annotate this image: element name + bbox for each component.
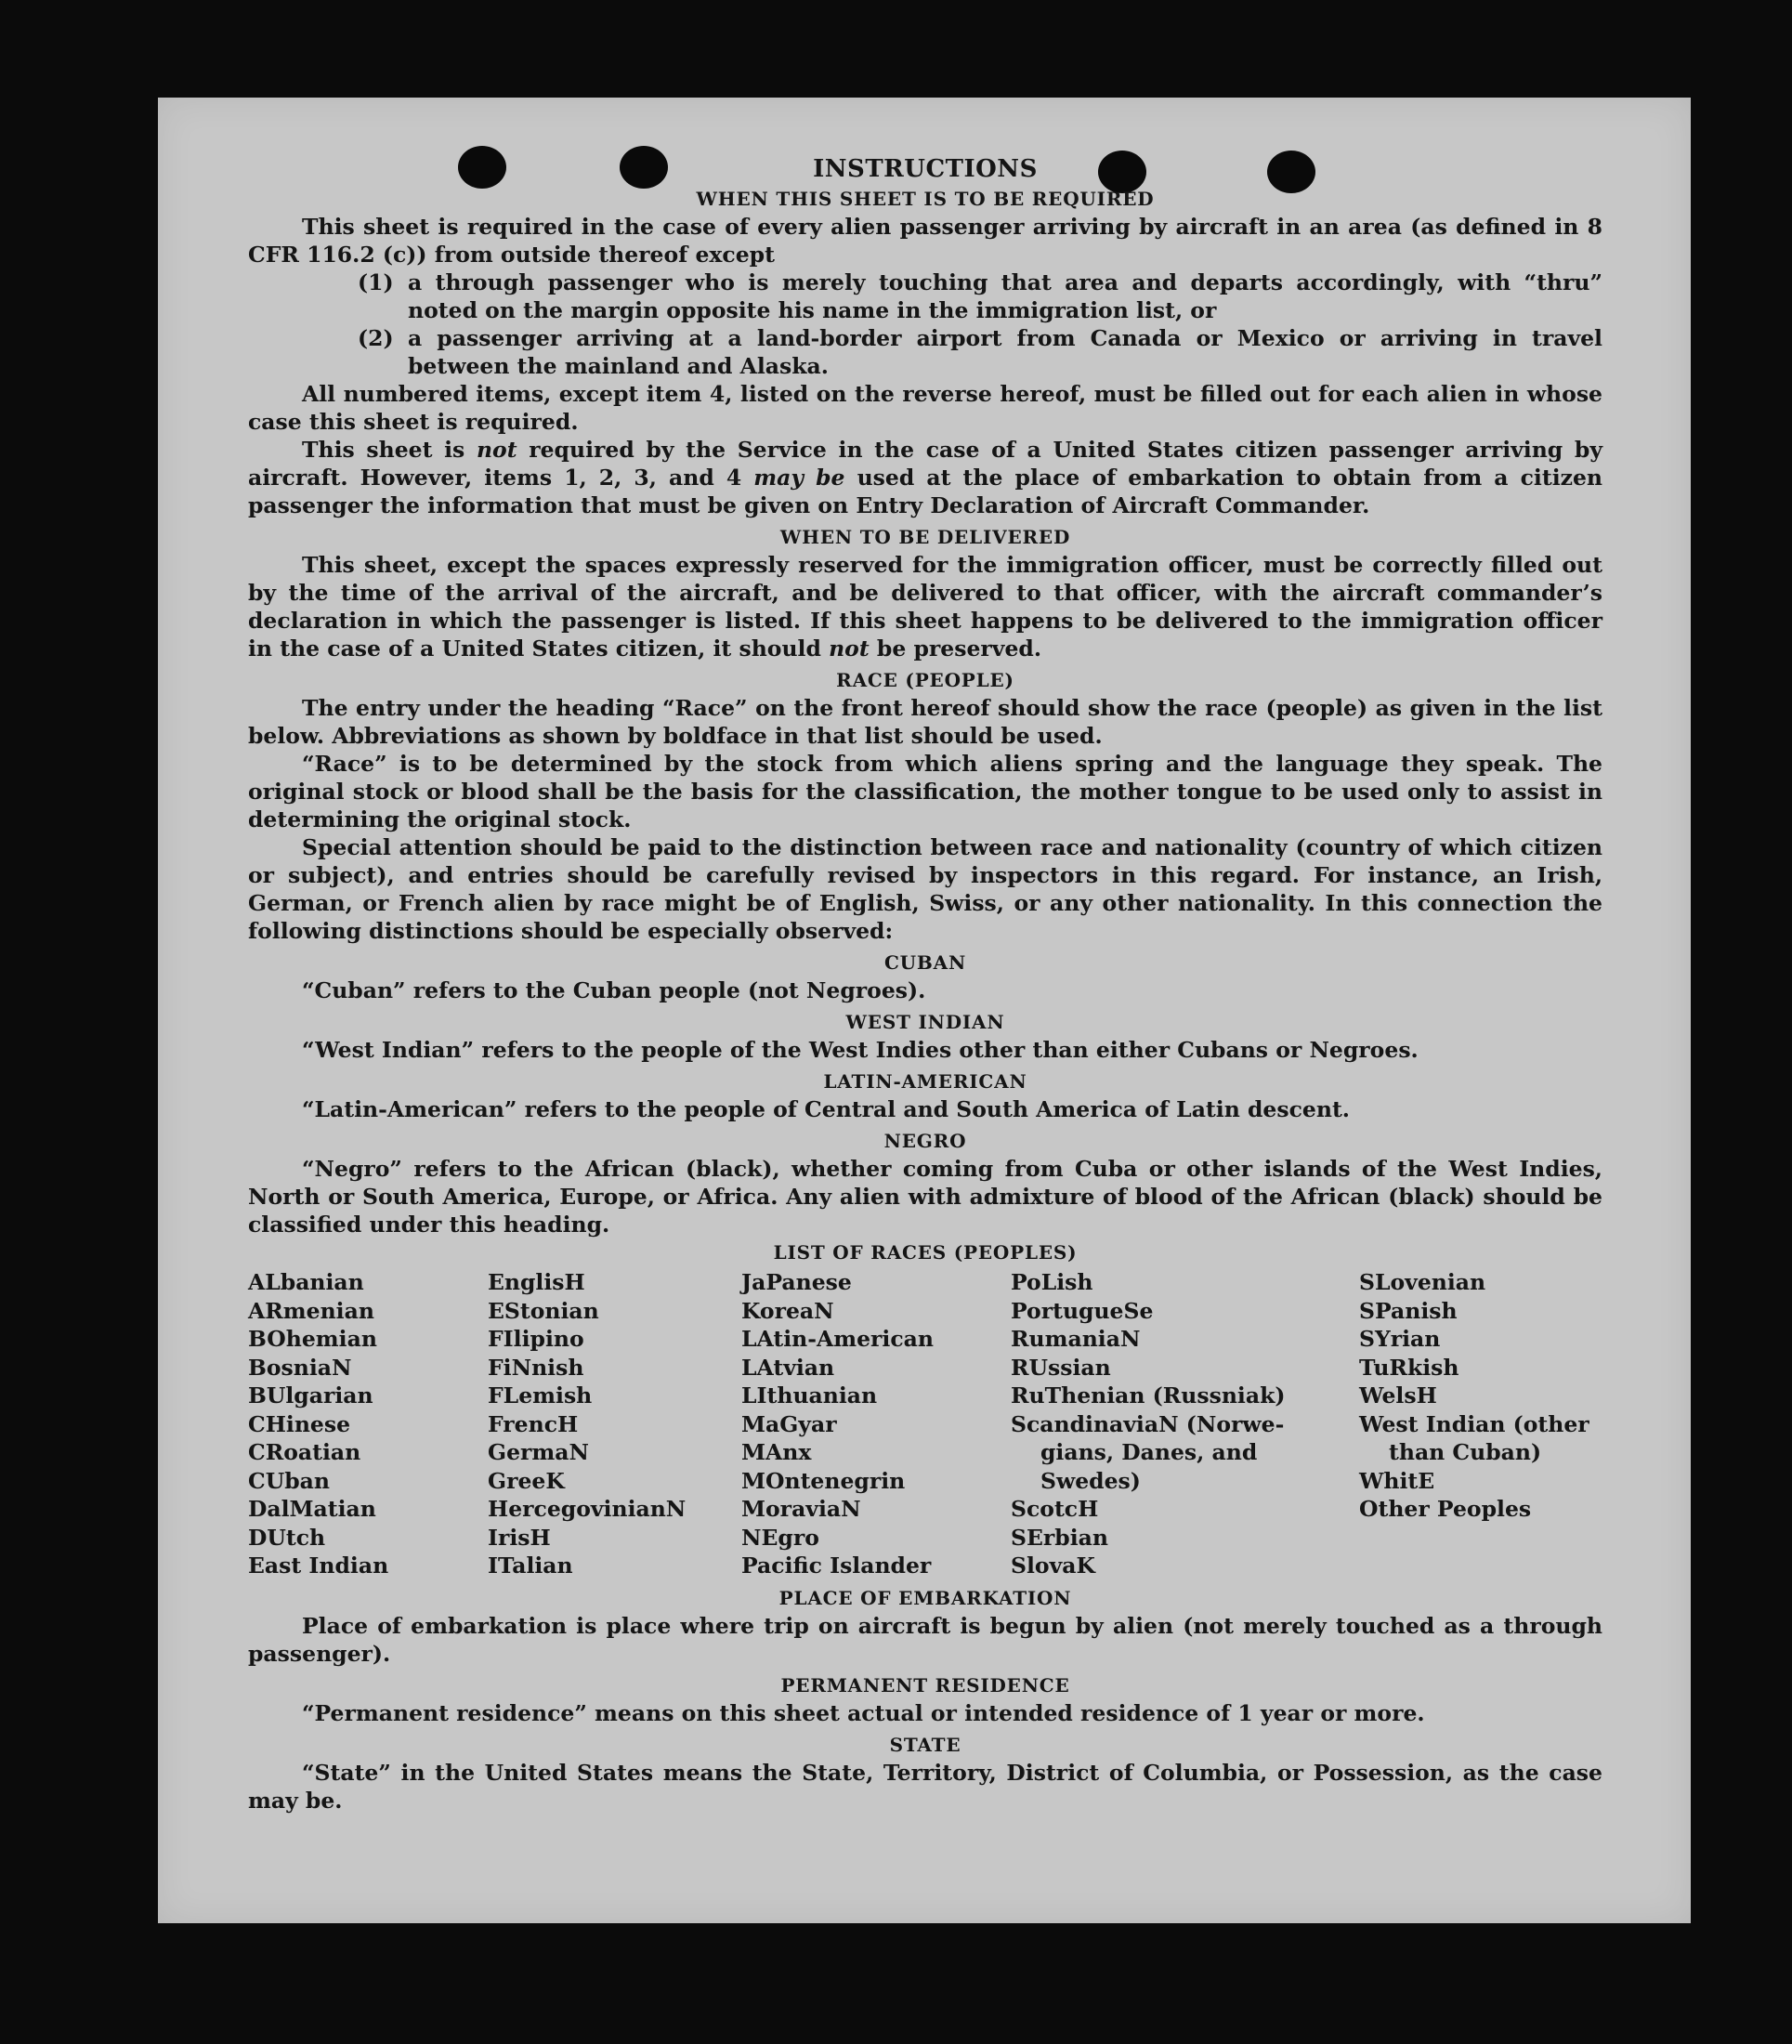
race-item: LIthuanian [741, 1382, 878, 1409]
race-item: East Indian [248, 1553, 389, 1579]
race-item: TuRkish [1359, 1354, 1459, 1381]
race-column [1359, 1268, 1602, 1580]
paragraph: “Cuban” refers to the Cuban people (not Negroes). [302, 977, 926, 1003]
race-item: WelsH [1359, 1382, 1437, 1409]
race-item: ARmenian [248, 1297, 374, 1324]
section-heading: NEGRO [883, 1130, 967, 1152]
race-item: LAtin-American [741, 1326, 934, 1352]
section-heading: CUBAN [883, 951, 967, 974]
race-list [248, 1268, 1602, 1580]
race-item: PoLish [1011, 1269, 1093, 1295]
race-item: ScotcH [1011, 1496, 1099, 1522]
race-item: MAnx [741, 1439, 812, 1465]
section-heading: PLACE OF EMBARKATION [778, 1586, 1072, 1609]
race-item: GermaN [488, 1439, 589, 1465]
race-item: MOntenegrin [741, 1467, 906, 1494]
paragraph: All numbered items, except item 4, listed on the reverse hereof, must be filled out for each alien in whose case this sheet is required. [248, 381, 1602, 435]
race-item: West Indian (other [1359, 1410, 1589, 1437]
section-heading: LATIN-AMERICAN [823, 1070, 1027, 1093]
race-item: PortugueSe [1011, 1297, 1154, 1324]
race-item: WhitE [1359, 1467, 1435, 1494]
race-item: ScandinaviaN (Norwe- [1011, 1410, 1285, 1437]
race-item: SPanish [1359, 1297, 1458, 1324]
race-item: LAtvian [741, 1354, 835, 1381]
section-heading: STATE [889, 1733, 961, 1756]
race-item: NEgro [741, 1524, 819, 1551]
race-item: EStonian [488, 1297, 599, 1324]
paragraph: “Race” is to be determined by the stock from which aliens spring and the language they speak. The original stock or blood shall be the basis for the classification, the mother tongue to be used only to assist in determining the original stock. [248, 751, 1602, 832]
race-item: FiNnish [488, 1354, 584, 1381]
race-item: JaPanese [741, 1269, 852, 1295]
race-column [248, 1268, 488, 1580]
paragraph: “Latin-American” refers to the people of Central and South America of Latin descent. [302, 1096, 1350, 1122]
race-column [741, 1268, 1011, 1580]
paragraph: “Permanent residence” means on this sheet actual or intended residence of 1 year or more. [302, 1699, 1425, 1726]
paragraph: Place of embarkation is place where trip on aircraft is begun by alien (not merely touched as a through passenger). [248, 1612, 1602, 1667]
section-heading: WHEN TO BE DELIVERED [779, 526, 1071, 548]
race-item: CUban [248, 1467, 330, 1494]
race-item: DalMatian [248, 1496, 376, 1522]
race-item: ALbanian [248, 1269, 364, 1295]
race-item: CHinese [248, 1410, 351, 1437]
instructions-content [248, 153, 1602, 1815]
race-column [1011, 1268, 1359, 1580]
section-heading: WEST INDIAN [845, 1011, 1005, 1033]
paragraph: This sheet, except the spaces expressly reserved for the immigration officer, must be correctly filled out by the time of the arrival of the aircraft, and be delivered to that officer, with the aircraft commander’s declaration in which the passenger is listed. If this sheet happens to be delivered to the immigration officer in the case of a United States citizen, it should not be preserved. [248, 552, 1602, 662]
item-text: a through passenger who is merely touching that area and departs accordingly, with “thru” noted on the margin opposite his name in the immigration list, or [408, 269, 1602, 323]
race-item: BosniaN [248, 1354, 352, 1381]
race-item: RumaniaN [1011, 1326, 1141, 1352]
item-number: (2) [358, 325, 394, 351]
paragraph: “West Indian” refers to the people of the West Indies other than either Cubans or Negroes. [302, 1037, 1419, 1063]
race-item: RuThenian (Russniak) [1011, 1382, 1286, 1409]
paragraph: This sheet is required in the case of every alien passenger arriving by aircraft in an area (as defined in 8 CFR 116.2 (c)) from outside thereof except [248, 214, 1602, 268]
section-heading: PERMANENT RESIDENCE [780, 1673, 1070, 1697]
race-item: EnglisH [488, 1269, 585, 1295]
race-item: SlovaK [1011, 1553, 1095, 1579]
race-item: BOhemian [248, 1326, 377, 1352]
race-item: MaGyar [741, 1410, 837, 1437]
race-item: Other Peoples [1359, 1496, 1532, 1522]
race-column [488, 1268, 741, 1580]
section-heading: WHEN THIS SHEET IS TO BE REQUIRED [696, 188, 1155, 210]
paragraph: “State” in the United States means the State, Territory, District of Columbia, or Possession, as the case may be. [248, 1759, 1602, 1814]
race-item: SYrian [1359, 1326, 1441, 1352]
race-item: FLemish [488, 1382, 593, 1409]
race-item: FrencH [488, 1410, 579, 1437]
race-item: FIlipino [488, 1326, 584, 1352]
race-item: ITalian [488, 1553, 573, 1579]
paragraph: The entry under the heading “Race” on the front hereof should show the race (people) as given in the list below. Abbreviations as shown by boldface in that list should be used. [248, 695, 1602, 749]
race-item: MoraviaN [741, 1496, 861, 1522]
paragraph: This sheet is not required by the Service in the case of a United States citizen passenger arriving by aircraft. However, items 1, 2, 3, and 4 may be used at the place of embarkation to obtain from a citizen passenger the information that must be given on Entry Declaration of Aircraft Commander. [248, 437, 1603, 518]
race-item: SErbian [1011, 1524, 1108, 1551]
section-heading: RACE (PEOPLE) [836, 669, 1014, 691]
race-item: SLovenian [1359, 1269, 1486, 1295]
race-item: CRoatian [248, 1439, 361, 1465]
race-item: gians, Danes, and [1040, 1439, 1258, 1465]
race-item: HercegovinianN [488, 1496, 687, 1522]
race-item: KoreaN [741, 1297, 834, 1324]
race-item: DUtch [248, 1524, 326, 1551]
item-number: (1) [358, 269, 394, 295]
paragraph: “Negro” refers to the African (black), whether coming from Cuba or other islands of the West Indies, North or South America, Europe, or Africa. Any alien with admixture of blood of the African (black) should be classified under this heading. [248, 1156, 1602, 1238]
race-item: than Cuban) [1389, 1439, 1542, 1465]
section-heading: LIST OF RACES (PEOPLES) [773, 1241, 1078, 1264]
race-item: Swedes) [1040, 1467, 1141, 1494]
item-text: a passenger arriving at a land-border airport from Canada or Mexico or arriving in travel between the mainland and Alaska. [408, 325, 1602, 379]
list-item [358, 269, 1602, 324]
race-item: IrisH [488, 1524, 551, 1551]
list-item [358, 324, 1602, 380]
race-item: BUlgarian [248, 1382, 373, 1409]
page-title: INSTRUCTIONS [813, 155, 1038, 183]
race-item: GreeK [488, 1467, 565, 1494]
race-item: RUssian [1011, 1354, 1111, 1381]
race-item: Pacific Islander [741, 1553, 932, 1579]
paragraph: Special attention should be paid to the distinction between race and nationality (country of which citizen or subject), and entries should be carefully revised by inspectors in this regard. For instance, an Irish, German, or French alien by race might be of English, Swiss, or any other nationality. In this connection the following distinctions should be especially observed: [248, 834, 1602, 944]
document-sheet [158, 98, 1691, 1923]
